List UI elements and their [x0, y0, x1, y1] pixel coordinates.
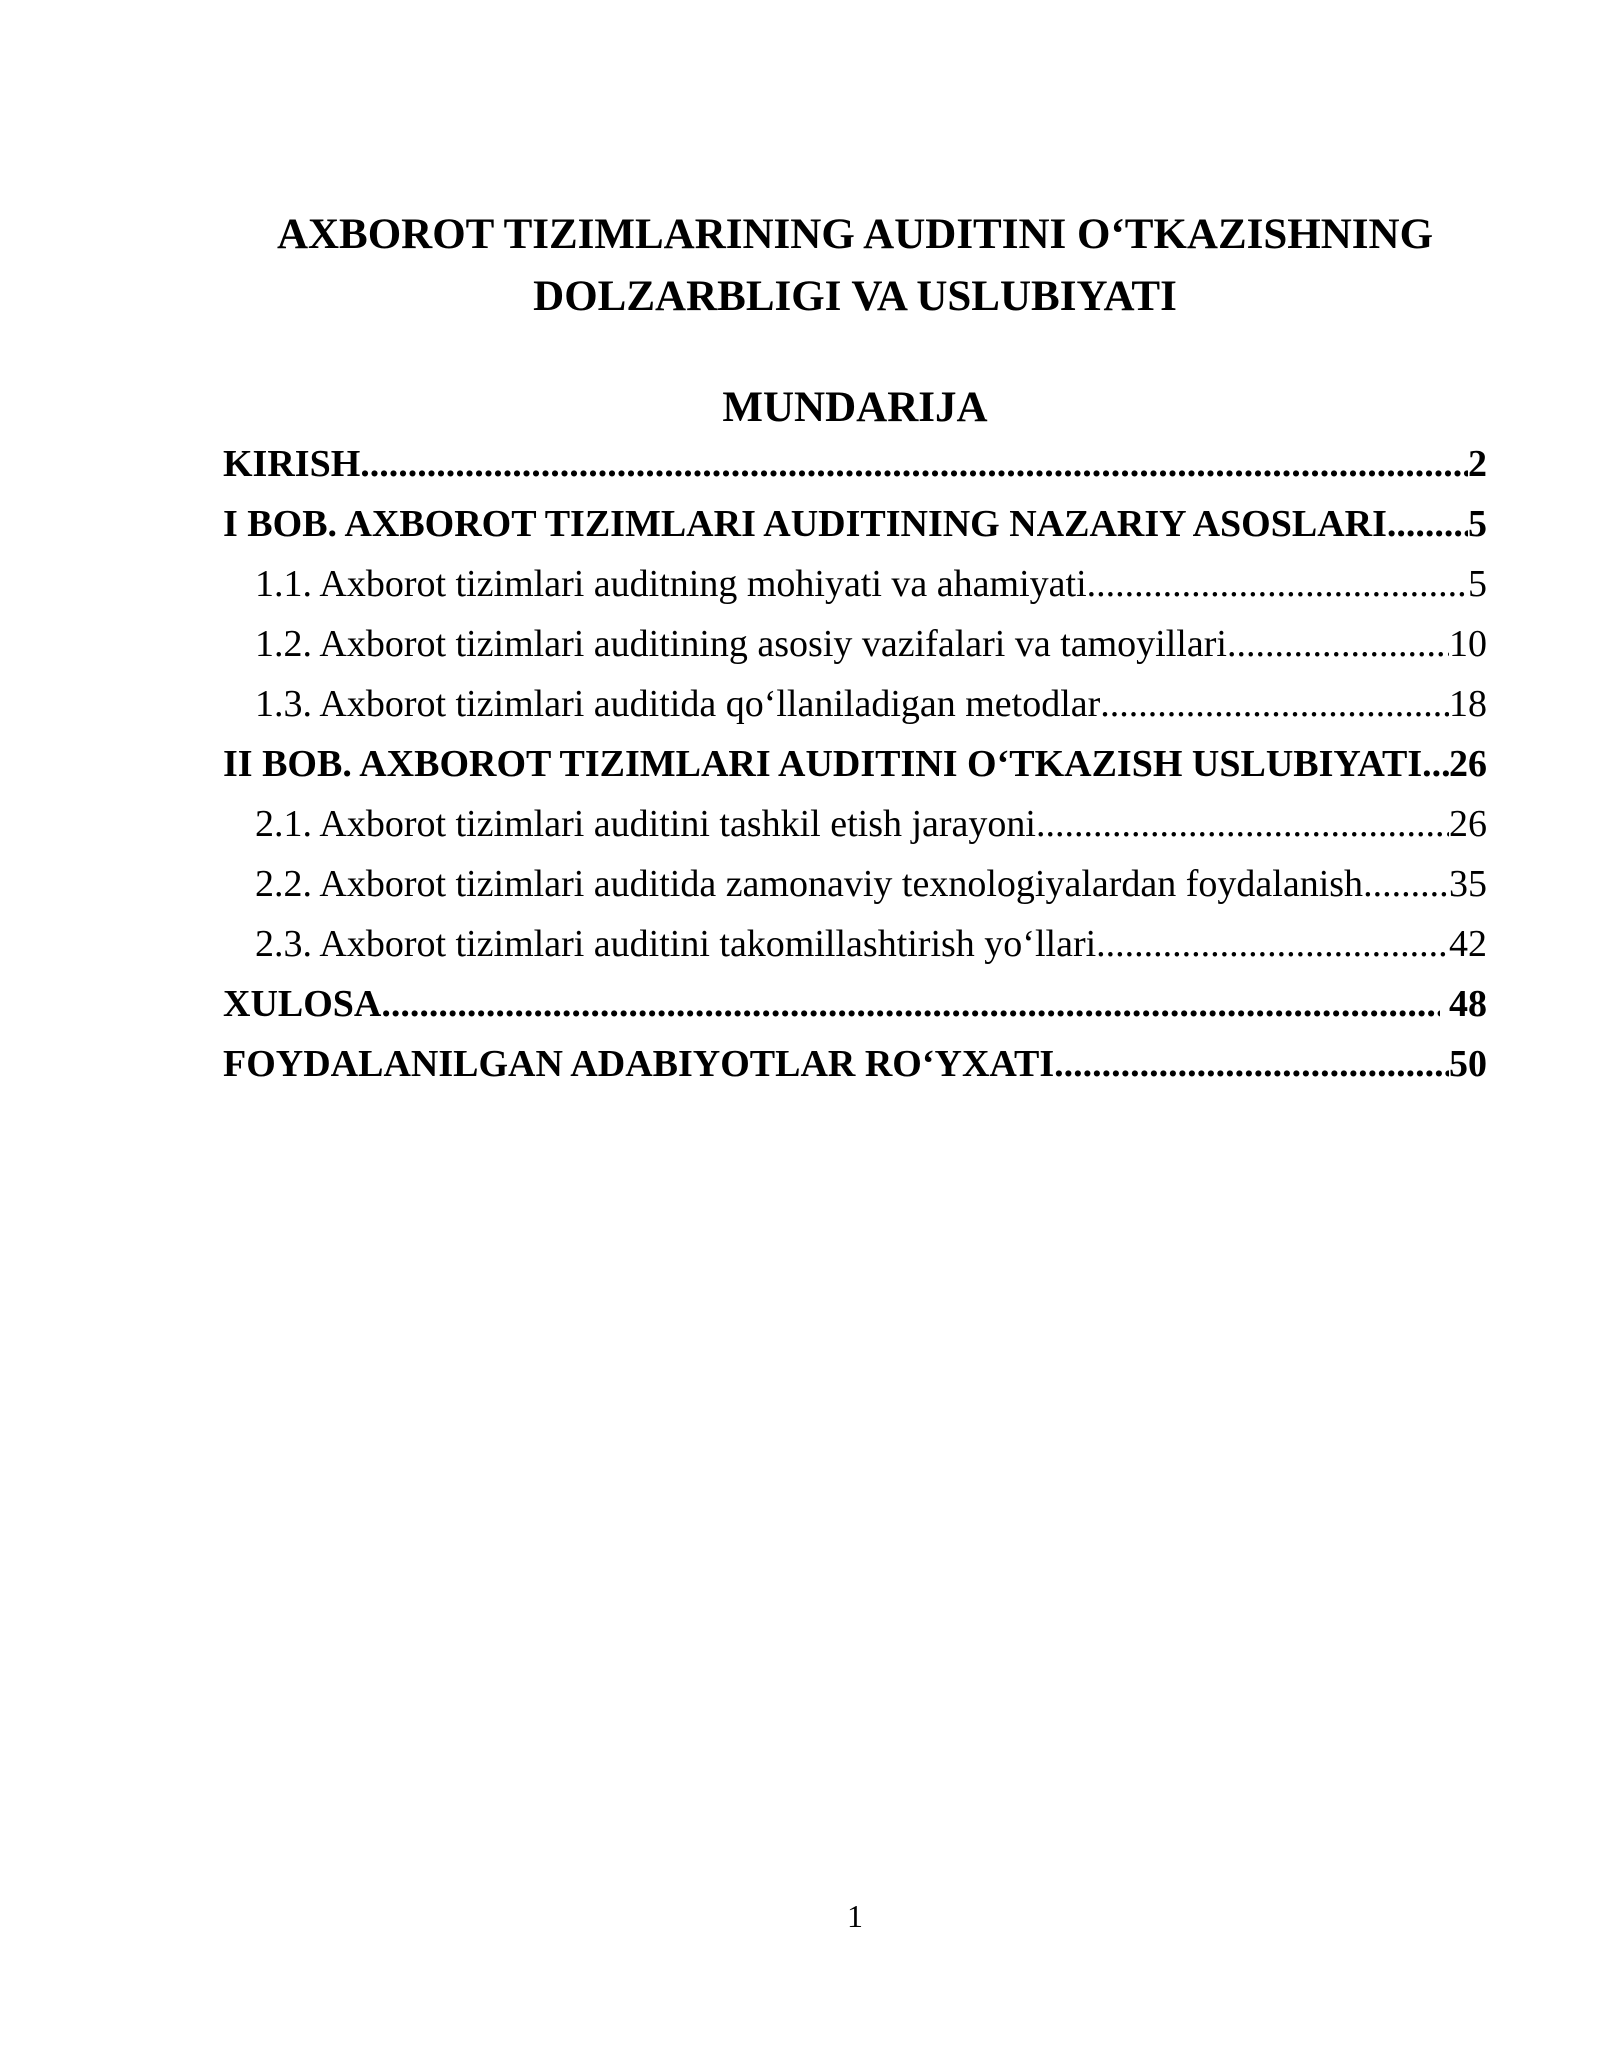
document-page: [223, 0, 1487, 1094]
toc-entry-page: 5: [1468, 563, 1487, 605]
toc-entry-label: 1.1. Axborot tizimlari auditning mohiyati va ahamiyati: [255, 563, 1087, 605]
toc-entry-page: 50: [1449, 1043, 1487, 1085]
toc-leader-dots: [1087, 554, 1468, 614]
toc-entry-label: 1.2. Axborot tizimlari auditining asosiy vazifalari va tamoyillari: [255, 623, 1227, 665]
toc-entry-page: 42: [1449, 923, 1487, 965]
toc-leader-dots: [1096, 914, 1449, 974]
toc-leader-dots: [1054, 1034, 1449, 1094]
toc-entry-page: 5: [1468, 503, 1487, 545]
toc-leader-dots: [1387, 494, 1468, 554]
toc-entry-label: KIRISH: [223, 443, 361, 485]
document-title-line-1: AXBOROT TIZIMLARINING AUDITINI O‘TKAZISHNING: [276, 211, 1434, 258]
toc-entry-label: 2.2. Axborot tizimlari auditida zamonaviy texnologiyalardan foydalanish: [255, 863, 1364, 905]
toc-entry-label: 2.1. Axborot tizimlari auditini tashkil etish jarayoni: [255, 803, 1036, 845]
toc-entry[interactable]: [223, 554, 1487, 614]
toc-entry[interactable]: [223, 434, 1487, 494]
toc-entry-label: XULOSA: [223, 983, 382, 1025]
document-title-line-2: DOLZARBLIGI VA USLUBIYATI: [533, 273, 1177, 320]
toc-entry-label: I BOB. AXBOROT TIZIMLARI AUDITINING NAZARIY ASOSLARI: [223, 503, 1387, 545]
toc-entry[interactable]: [223, 974, 1487, 1034]
toc-entry[interactable]: [223, 674, 1487, 734]
toc-entry[interactable]: [223, 794, 1487, 854]
toc-leader-dots: [381, 974, 1439, 1034]
toc-entry[interactable]: [223, 614, 1487, 674]
toc-leader-dots: [360, 434, 1468, 494]
toc-entry-page: 10: [1449, 623, 1487, 665]
toc-entry-page: 26: [1449, 803, 1487, 845]
toc-leader-dots: [1036, 794, 1449, 854]
page-number-footer: [223, 1898, 1487, 1934]
toc-leader-dots: [1227, 614, 1449, 674]
toc-entry-page: 35: [1449, 863, 1487, 905]
toc-leader-dots: [1100, 674, 1449, 734]
toc-leader-dots: [1422, 734, 1449, 794]
toc-entry-page: 2: [1468, 443, 1487, 485]
toc-entry-page: 48: [1439, 983, 1487, 1025]
toc-entry[interactable]: [223, 494, 1487, 554]
page-number: 1: [847, 1898, 863, 1934]
table-of-contents: [223, 434, 1487, 1094]
toc-entry[interactable]: [223, 1034, 1487, 1094]
document-title: [223, 0, 1487, 328]
toc-entry-page: 26: [1449, 743, 1487, 785]
toc-entry-label: 2.3. Axborot tizimlari auditini takomillashtirish yo‘llari: [255, 923, 1097, 965]
toc-heading: MUNDARIJA: [722, 384, 988, 431]
toc-entry-page: 18: [1449, 683, 1487, 725]
toc-leader-dots: [1363, 854, 1449, 914]
toc-entry[interactable]: [223, 734, 1487, 794]
toc-entry-label: II BOB. AXBOROT TIZIMLARI AUDITINI O‘TKAZISH USLUBIYATI: [223, 743, 1423, 785]
toc-entry[interactable]: [223, 854, 1487, 914]
toc-entry-label: 1.3. Axborot tizimlari auditida qo‘llaniladigan metodlar: [255, 683, 1101, 725]
toc-entry-label: FOYDALANILGAN ADABIYOTLAR RO‘YXATI: [223, 1043, 1055, 1085]
toc-entry[interactable]: [223, 914, 1487, 974]
